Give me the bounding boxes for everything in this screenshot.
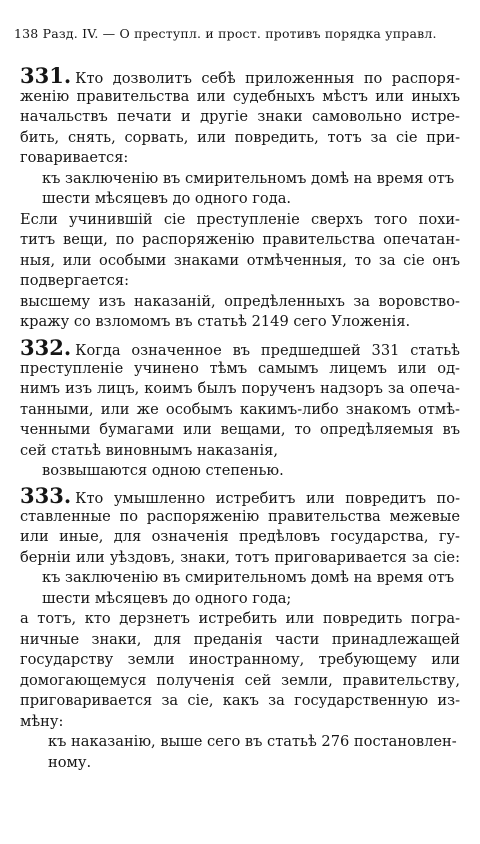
article-331: [20, 66, 460, 333]
text-line: [20, 568, 460, 589]
line-text: къ наказанію, выше сего въ статьѣ 276 постановлен-: [48, 733, 457, 750]
running-header: 138 Разд. IV. — О преступл. и прост. противъ порядка управл.: [14, 26, 437, 41]
line-text: шести мѣсяцевъ до одного года;: [42, 589, 292, 607]
text-line: [20, 292, 460, 313]
line-text: ничные знаки, для преданія части принадлежащей: [20, 630, 460, 648]
line-text: нимъ изъ лицъ, коимъ былъ порученъ надзоръ за опеча-: [20, 380, 460, 397]
text-line: [20, 461, 460, 482]
text-line: [20, 210, 460, 231]
article-333: [20, 486, 460, 773]
text-line: [20, 589, 460, 610]
line-text: кражу со взломомъ въ статьѣ 2149 сего Уложенія.: [20, 313, 411, 330]
text-line: [20, 732, 460, 753]
text-line: [20, 441, 460, 462]
line-text: къ заключенію въ смирительномъ домѣ на время отъ: [42, 569, 455, 586]
line-text: Если учинившій сіе преступленіе сверхъ того похи-: [20, 210, 460, 228]
text-line: [20, 753, 460, 774]
article-number: 332.: [20, 338, 72, 359]
line-text: шести мѣсяцевъ до одного года.: [42, 190, 292, 207]
line-text: женію правительства или судебныхъ мѣстъ или иныхъ: [20, 87, 460, 105]
line-text: возвышаются одною степенью.: [42, 462, 284, 479]
text-line: [20, 486, 460, 507]
line-text: титъ вещи, по распоряженію правительства опечатан-: [20, 231, 460, 248]
line-text: сей статьѣ виновнымъ наказанія,: [20, 441, 279, 459]
text-line: [20, 420, 460, 441]
line-text: Кто умышленно истребитъ или повредитъ по-: [75, 490, 460, 507]
text-line: [20, 630, 460, 651]
line-text: высшему изъ наказаній, опредѣленныхъ за воровство-: [20, 292, 460, 310]
text-line: [20, 189, 460, 210]
line-text: ныя, или особыми знаками отмѣченныя, то за сіе онъ: [20, 251, 460, 269]
text-line: [20, 251, 460, 272]
text-line: [20, 271, 460, 292]
line-text: бить, снять, сорвать, или повредить, тотъ за сіе при-: [20, 128, 460, 146]
line-text: начальствъ печати и другіе знаки самовольно истре-: [20, 108, 460, 125]
line-text: танными, или же особымъ какимъ-либо знакомъ отмѣ-: [20, 400, 460, 418]
text-line: [20, 671, 460, 692]
line-text: приговаривается за сіе, какъ за государственную из-: [20, 692, 460, 709]
line-text: государству земли иностранному, требующему или: [20, 651, 460, 668]
line-text: мѣну:: [20, 712, 64, 730]
text-line: [20, 527, 460, 548]
line-text: ставленные по распоряженію правительства межевые: [20, 507, 460, 525]
line-text: къ заключенію въ смирительномъ домѣ на время отъ: [42, 169, 455, 187]
text-line: [20, 379, 460, 400]
line-text: говаривается:: [20, 149, 129, 166]
line-text: Когда означенное въ предшедшей 331 статьѣ: [75, 342, 460, 359]
article-number: 333.: [20, 486, 72, 507]
text-line: [20, 650, 460, 671]
line-text: или иные, для означенія предѣловъ государства, гу-: [20, 528, 460, 545]
text-line: [20, 230, 460, 251]
text-line: [20, 312, 460, 333]
text-line: [20, 128, 460, 149]
text-line: [20, 66, 460, 87]
text-line: [20, 609, 460, 630]
text-line: [20, 148, 460, 169]
line-text: Кто дозволитъ себѣ приложенныя по распоря-: [75, 70, 460, 87]
text-line: [20, 507, 460, 528]
text-line: [20, 169, 460, 190]
line-text: а тотъ, кто дерзнетъ истребить или повредить погра-: [20, 610, 460, 627]
line-text: преступленіе учинено тѣмъ самымъ лицемъ или од-: [20, 359, 460, 377]
text-line: [20, 548, 460, 569]
line-text: ченными бумагами или вещами, то опредѣляемыя въ: [20, 421, 460, 438]
article-number: 331.: [20, 66, 72, 87]
text-line: [20, 400, 460, 421]
line-text: ному.: [48, 753, 92, 771]
line-text: берніи или уѣздовъ, знаки, тотъ приговаривается за сіе:: [20, 548, 460, 566]
text-line: [20, 87, 460, 108]
text-line: [20, 712, 460, 733]
line-text: домогающемуся полученія сей земли, правительству,: [20, 671, 460, 689]
line-text: подвергается:: [20, 272, 130, 289]
text-line: [20, 359, 460, 380]
text-line: [20, 107, 460, 128]
text-line: [20, 338, 460, 359]
text-line: [20, 691, 460, 712]
article-332: [20, 338, 460, 482]
